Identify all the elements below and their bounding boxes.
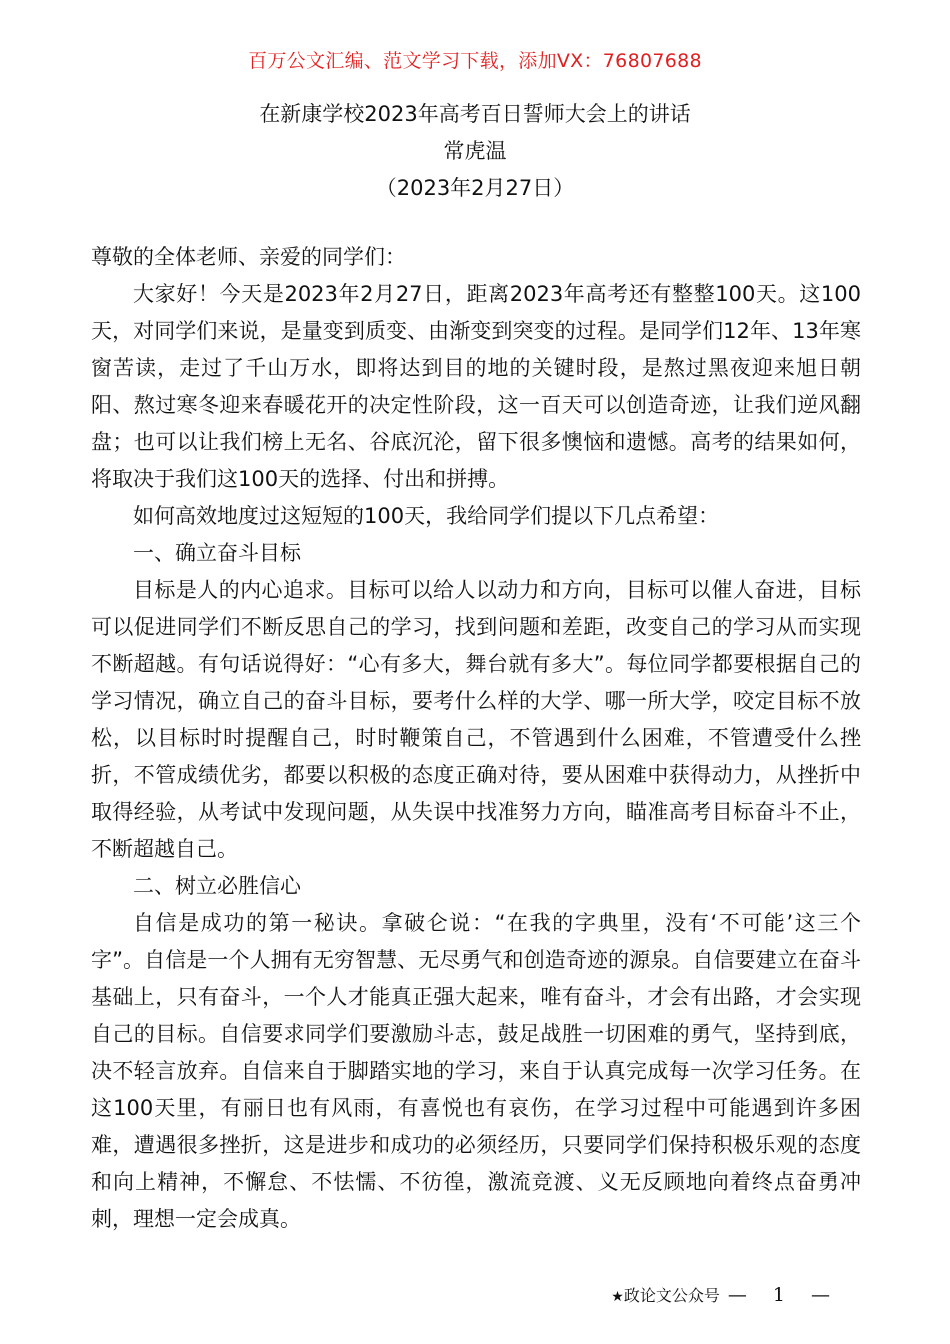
- watermark-banner: 百万公文汇编、范文学习下载，添加VX：76807688: [248, 50, 702, 72]
- paragraph-confidence: 自信是成功的第一秘诀。拿破仑说：“在我的字典里，没有‘不可能’这三个字”。自信是一个人拥有无穷智慧、无尽勇气和创造奇迹的源泉。自信要建立在奋斗基础上，只有奋斗，一个人才能真正强大起来，唯有奋斗，才会有出路，才会实现自己的目标。自信要求同学们要激励斗志，鼓足战胜一切困难的勇气，坚持到底，决不轻言放弃。自信来自于脚踏实地的学习，来自于认真完成每一次学习任务。在这100天里，有丽日也有风雨，有喜悦也有哀伤，在学习过程中可能遇到许多困难，遭遇很多挫折，这是进步和成功的必须经历，只要同学们保持积极乐观的态度和向上精神，不懈怠、不怯懦、不彷徨，激流竞渡、义无反顾地向着终点奋勇冲刺，理想一定会成真。: [91, 911, 861, 1231]
- salutation: 尊敬的全体老师、亲爱的同学们：: [91, 245, 406, 269]
- paragraph-goals: 目标是人的内心追求。目标可以给人以动力和方向，目标可以催人奋进，目标可以促进同学们不断反思自己的学习，找到问题和差距，改变自己的学习从而实现不断超越。有句话说得好：“心有多大，舞台就有多大”。每位同学都要根据自己的学习情况，确立自己的奋斗目标，要考什么样的大学、哪一所大学，咬定目标不放松，以目标时时提醒自己，时时鞭策自己，不管遇到什么困难，不管遭受什么挫折，不管成绩优劣，都要以积极的态度正确对待，要从困难中获得动力，从挫折中取得经验，从考试中发现问题，从失误中找准努力方向，瞄准高考目标奋斗不止，不断超越自己。: [91, 578, 861, 861]
- paragraph-hopes: 如何高效地度过这短短的100天，我给同学们提以下几点希望：: [133, 504, 720, 528]
- star-icon: ★: [611, 1289, 624, 1305]
- document-title: 在新康学校2023年高考百日誓师大会上的讲话: [259, 102, 691, 126]
- footer-source-label: 政论文公众号: [623, 1286, 720, 1305]
- section-heading-1: 一、确立奋斗目标: [133, 541, 301, 565]
- page-footer: [611, 1283, 840, 1306]
- section-heading-2: 二、树立必胜信心: [133, 874, 301, 898]
- document-body: [91, 239, 861, 1238]
- author-name: 常虎温: [443, 139, 507, 163]
- page-number: — 1 —: [727, 1283, 840, 1306]
- title-block: [0, 96, 950, 207]
- footer-source: [611, 1283, 720, 1306]
- paragraph-intro: 大家好！今天是2023年2月27日，距离2023年高考还有整整100天。这100天，对同学们来说，是量变到质变、由渐变到突变的过程。是同学们12年、13年寒窗苦读，走过了千山万水，即将达到目的地的关键时段，是熬过黑夜迎来旭日朝阳、熬过寒冬迎来春暖花开的决定性阶段，这一百天可以创造奇迹，让我们逆风翻盘；也可以让我们榜上无名、谷底沉沦，留下很多懊恼和遗憾。高考的结果如何，将取决于我们这100天的选择、付出和拼搏。: [91, 282, 861, 491]
- speech-date: （2023年2月27日）: [375, 176, 575, 200]
